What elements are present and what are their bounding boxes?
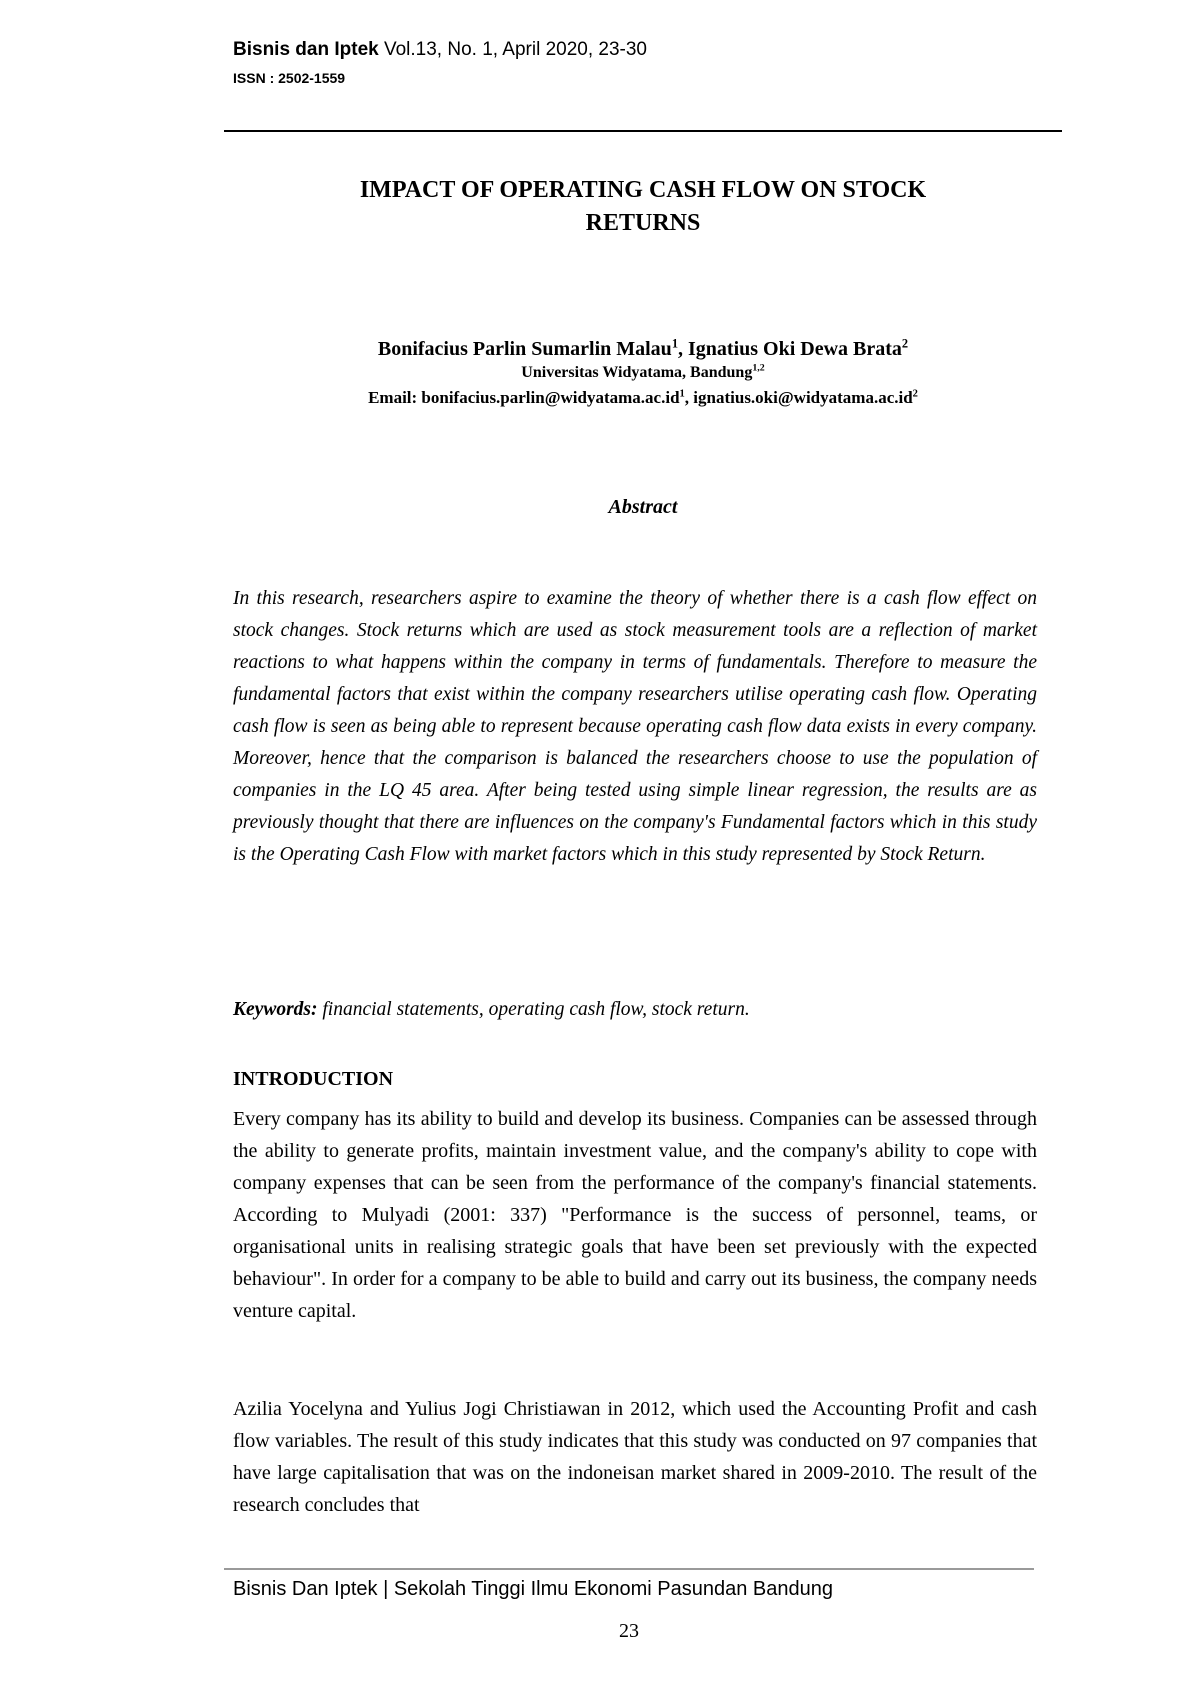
author-1-affil: 1 xyxy=(671,336,679,351)
title-line-1: IMPACT OF OPERATING CASH FLOW ON STOCK xyxy=(359,177,927,203)
author-separator: , xyxy=(678,338,689,360)
page-number: 23 xyxy=(619,1620,639,1642)
email-2[interactable]: ignatius.oki@widyatama.ac.id xyxy=(693,388,913,407)
journal-citation xyxy=(233,38,647,62)
author-2: Ignatius Oki Dewa Brata xyxy=(688,338,902,360)
email-line xyxy=(224,386,1062,410)
journal-name: Bisnis dan Iptek xyxy=(233,39,379,60)
email-label: Email: xyxy=(368,388,422,407)
affiliation-marks: 1,2 xyxy=(752,362,765,374)
abstract-body: In this research, researchers aspire to examine the theory of whether there is a cash flow effect on stock changes. Stock returns which are used as stock measurement tools are a reflection of market reactions to what happens within the company in terms of fundamentals. Therefore to measure the fundamental factors that exist within the company researchers utilise operating cash flow. Operating cash flow is seen as being able to represent because operating cash flow data exists in every company. Moreover, hence that the comparison is balanced the researchers choose to use the population of companies in the LQ 45 area. After being tested using simple linear regression, the results are as previously thought that there are influences on the company's Fundamental factors which in this study is the Operating Cash Flow with market factors which in this study represented by Stock Return. xyxy=(233,588,1037,865)
footer-divider xyxy=(224,1568,1034,1570)
journal-issue: Vol.13, No. 1, April 2020, 23-30 xyxy=(383,39,647,60)
keywords xyxy=(233,996,1037,1024)
author-2-affil: 2 xyxy=(901,336,909,351)
author-1: Bonifacius Parlin Sumarlin Malau xyxy=(377,338,672,360)
footer-text: Bisnis Dan Iptek | Sekolah Tinggi Ilmu Ekonomi Pasundan Bandung xyxy=(233,1578,833,1600)
introduction-heading: INTRODUCTION xyxy=(233,1068,394,1090)
affiliation xyxy=(224,362,1062,384)
email-separator: , xyxy=(684,388,694,407)
affiliation-name: Universitas Widyatama, Bandung xyxy=(521,364,753,381)
intro-paragraph-2: Azilia Yocelyna and Yulius Jogi Christiawan in 2012, which used the Accounting Profit and cash flow variables. The result of this study indicates that this study was conducted on 97 companies that have large capitalisation that was on the indoneisan market shared in 2009-2010. The result of the research concludes that xyxy=(233,1398,1037,1516)
title-line-2: RETURNS xyxy=(585,210,701,236)
abstract-heading: Abstract xyxy=(608,496,678,518)
paper-title xyxy=(224,174,1062,240)
email-1[interactable]: bonifacius.parlin@widyatama.ac.id xyxy=(421,388,680,407)
author-list xyxy=(224,336,1062,362)
email-2-mark: 2 xyxy=(912,388,918,400)
issn: ISSN : 2502-1559 xyxy=(233,70,346,86)
intro-paragraph-1: Every company has its ability to build and develop its business. Companies can be assessed through the ability to generate profits, maintain investment value, and the company's ability to cope with company expenses that can be seen from the performance of the company's financial statements. According to Mulyadi (2001: 337) "Performance is the success of personnel, teams, or organisational units in realising strategic goals that have been set previously with the expected behaviour". In order for a company to be able to build and carry out its business, the company needs venture capital. xyxy=(233,1108,1037,1322)
keywords-label: Keywords: xyxy=(233,999,318,1020)
header-divider xyxy=(224,130,1062,132)
email-1-mark: 1 xyxy=(679,388,685,400)
keywords-text: financial statements, operating cash flow, stock return. xyxy=(317,999,750,1020)
